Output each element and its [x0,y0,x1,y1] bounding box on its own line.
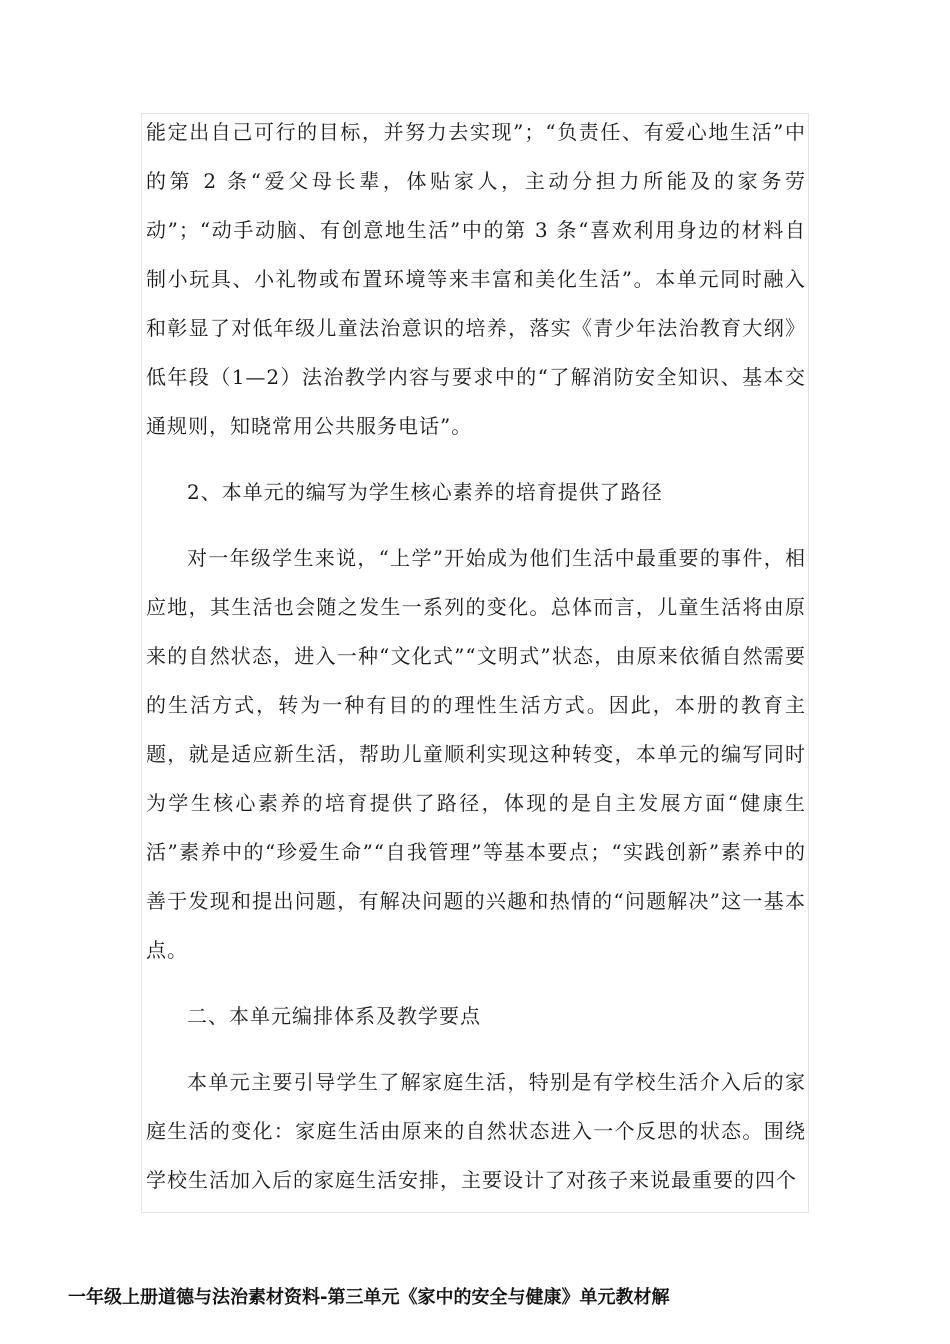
paragraph-unit-structure: 本单元主要引导学生了解家庭生活，特别是有学校生活介入后的家庭生活的变化：家庭生活由原来的自然状态进入一个反思的状态。围绕学校生活加入后的家庭生活安排，主要设计了对孩子来说最重要的四个 [146,1070,806,1192]
paragraph-continuation: 能定出自己可行的目标，并努力去实现”；“负责任、有爱心地生活”中的第 2 条“爱父母长辈，体贴家人，主动分担力所能及的家务劳动”；“动手动脑、有创意地生活”中的第 3 条“喜欢利用身边的材料自制小玩具、小礼物或布置环境等来丰富和美化生活”。本单元同时融入和彰显了对低年级儿童法治意识的培养，落实《青少年法治教育大纲》低年段（1—2）法治教学内容与要求中的“了解消防安全知识、基本交通规则，知晓常用公共服务电话”。 [146,120,806,438]
section-heading-unit-structure: 二、本单元编排体系及教学要点 [187,1004,481,1028]
footer-title: 一年级上册道德与法治素材资料-第三单元《家中的安全与健康》单元教材解 [68,1287,670,1308]
section-heading-core-literacy: 2、本单元的编写为学生核心素养的培育提供了路径 [187,480,663,504]
paragraph-core-literacy: 对一年级学生来说，“上学”开始成为他们生活中最重要的事件，相应地，其生活也会随之发生一系列的变化。总体而言，儿童生活将由原来的自然状态，进入一种“文化式”“文明式”状态，由原来依循自然需要的生活方式，转为一种有目的的理性生活方式。因此，本册的教育主题，就是适应新生活，帮助儿童顺利实现这种转变，本单元的编写同时为学生核心素养的培育提供了路径，体现的是自主发展方面“健康生活”素养中的“珍爱生命”“自我管理”等基本要点；“实践创新”素养中的善于发现和提出问题，有解决问题的兴趣和热情的“问题解决”这一基本点。 [146,546,806,962]
document-body [146,108,806,1205]
